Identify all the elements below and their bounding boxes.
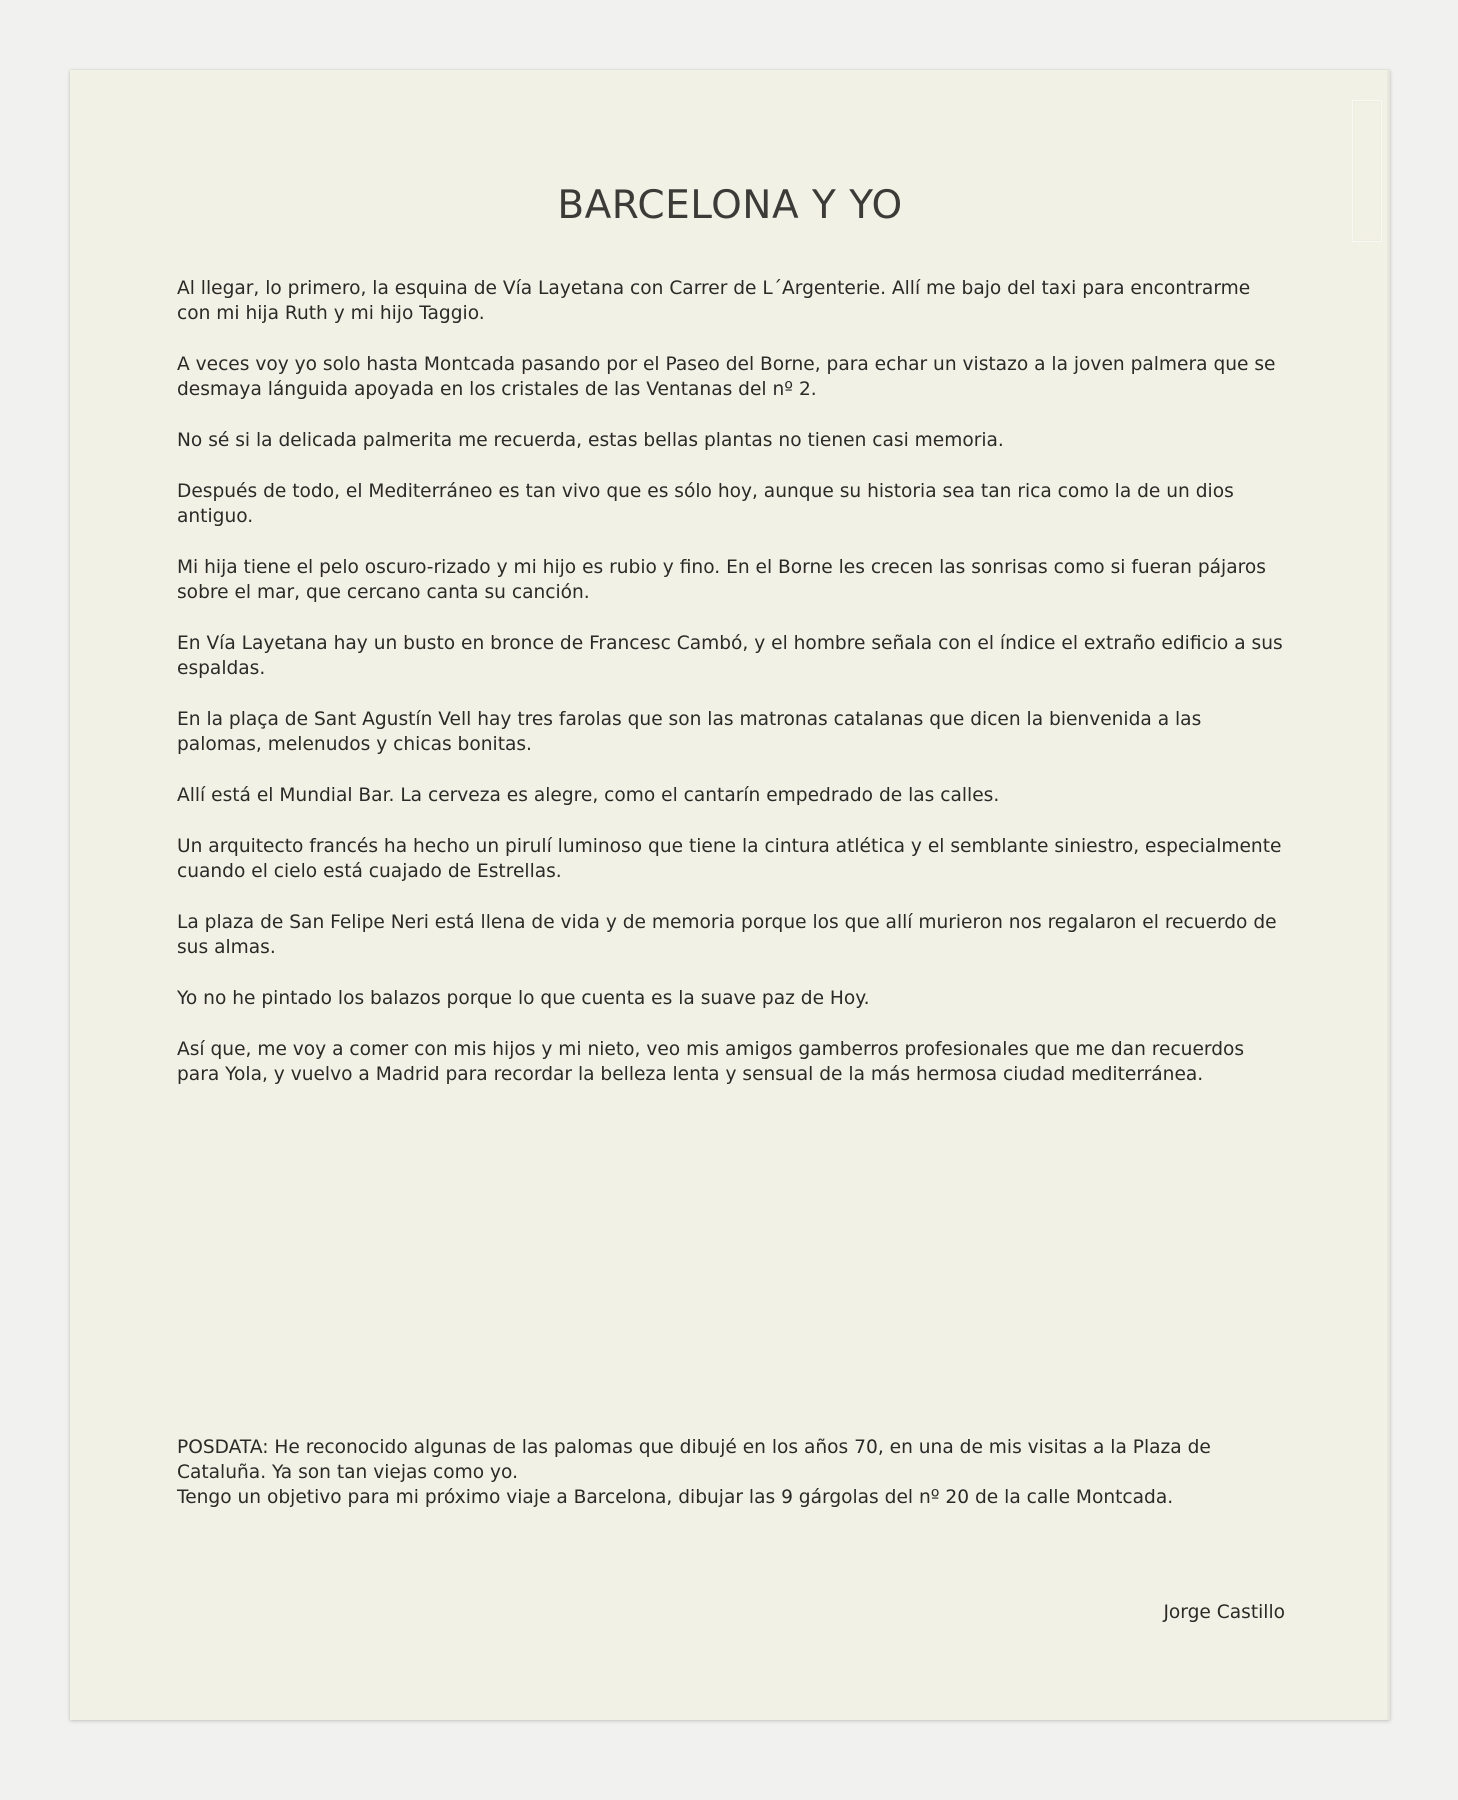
postscript-line: Tengo un objetivo para mi próximo viaje a Barcelona, dibujar las 9 gárgolas del nº 20 de la calle Montcada.	[177, 1487, 1174, 1508]
document-title: BARCELONA Y YO	[557, 183, 903, 228]
paragraph: Al llegar, lo primero, la esquina de Vía Layetana con Carrer de L´Argenterie. Allí me bajo del taxi para encontrarme con mi hija Ruth y mi hijo Taggio.	[177, 278, 1251, 324]
paragraph: A veces voy yo solo hasta Montcada pasando por el Paseo del Borne, para echar un vistazo a la joven palmera que se desmaya lánguida apoyada en los cristales de las Ventanas del nº 2.	[177, 354, 1276, 400]
paragraph: Después de todo, el Mediterráneo es tan vivo que es sólo hoy, aunque su historia sea tan rica como la de un dios antiguo.	[177, 481, 1234, 527]
postscript	[177, 1435, 1287, 1510]
paragraph: Así que, me voy a comer con mis hijos y mi nieto, veo mis amigos gamberros profesionales que me dan recuerdos para Yola, y vuelvo a Madrid para recordar la belleza lenta y sensual de la más hermosa ciudad mediterránea.	[177, 1039, 1245, 1085]
document-body	[177, 276, 1287, 1113]
postscript-line: POSDATA: He reconocido algunas de las palomas que dibujé en los años 70, en una de mis visitas a la Plaza de Cataluña. Ya son tan viejas como yo.	[177, 1437, 1211, 1483]
paragraph: Mi hija tiene el pelo oscuro-rizado y mi hijo es rubio y fino. En el Borne les crecen las sonrisas como si fueran pájaros sobre el mar, que cercano canta su canción.	[177, 557, 1266, 603]
paragraph: En la plaça de Sant Agustín Vell hay tres farolas que son las matronas catalanas que dicen la bienvenida a las palomas, melenudos y chicas bonitas.	[177, 709, 1202, 755]
paragraph: La plaza de San Felipe Neri está llena de vida y de memoria porque los que allí murieron nos regalaron el recuerdo de sus almas.	[177, 912, 1277, 958]
paragraph: Un arquitecto francés ha hecho un pirulí luminoso que tiene la cintura atlética y el semblante siniestro, especialmente cuando el cielo está cuajado de Estrellas.	[177, 836, 1282, 882]
paragraph: No sé si la delicada palmerita me recuerda, estas bellas plantas no tienen casi memoria.	[177, 430, 1004, 451]
paragraph: En Vía Layetana hay un busto en bronce de Francesc Cambó, y el hombre señala con el índice el extraño edificio a sus espaldas.	[177, 633, 1283, 679]
paragraph: Allí está el Mundial Bar. La cerveza es alegre, como el cantarín empedrado de las calles.	[177, 785, 1000, 806]
paper-sheet	[70, 70, 1390, 1720]
signature: Jorge Castillo	[1163, 1602, 1285, 1623]
paragraph: Yo no he pintado los balazos porque lo que cuenta es la suave paz de Hoy.	[177, 988, 870, 1009]
